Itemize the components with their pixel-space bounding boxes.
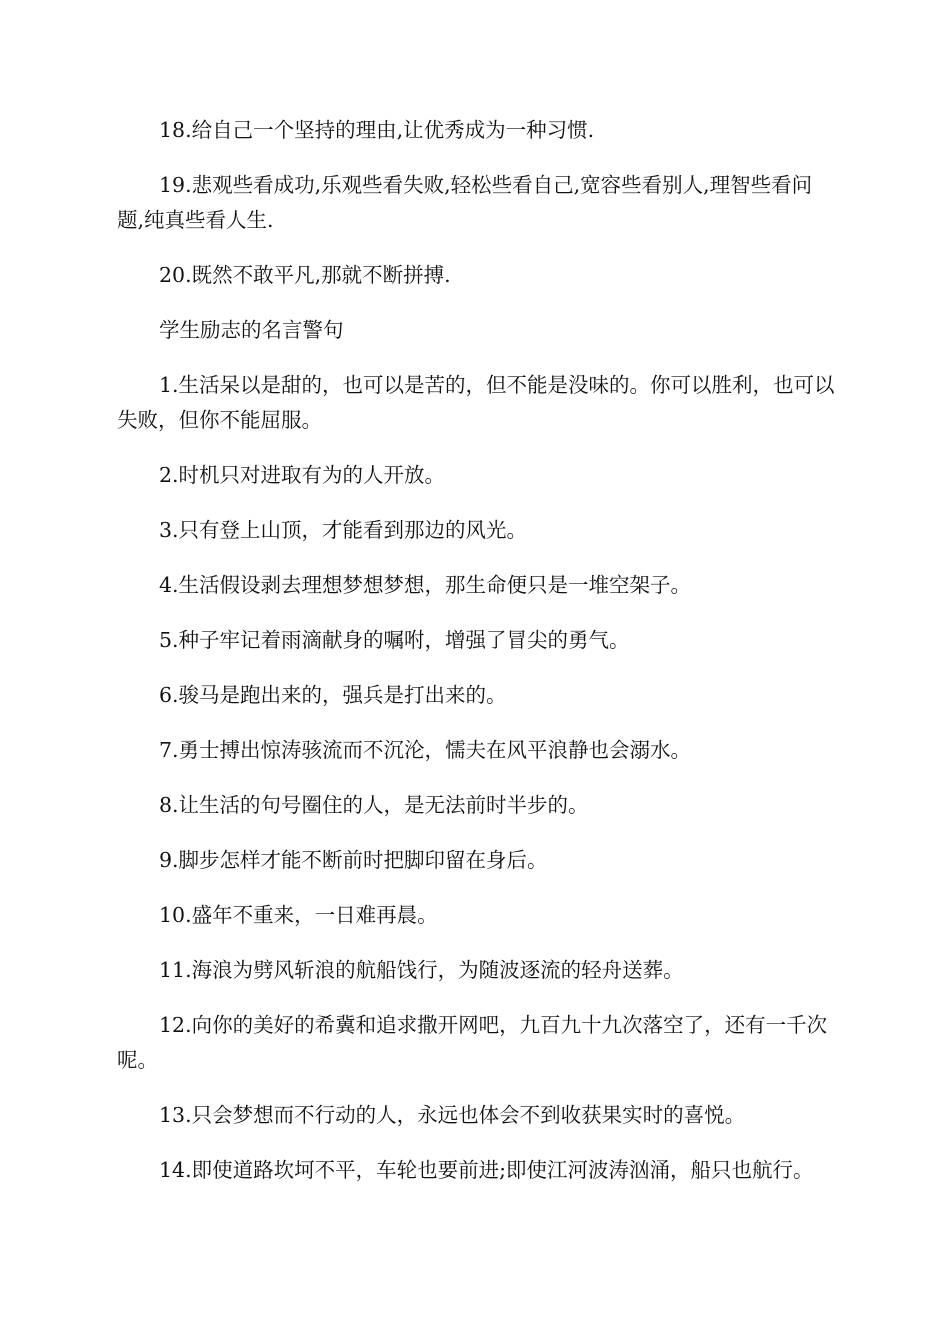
document-body bbox=[117, 113, 835, 1208]
paragraph-quote-1: 1.生活呆以是甜的，也可以是苦的，但不能是没味的。你可以胜利，也可以失败，但你不能屈服。 bbox=[117, 373, 835, 432]
section-heading: 学生励志的名言警句 bbox=[159, 318, 344, 342]
paragraph-quote-19: 19.悲观些看成功,乐观些看失败,轻松些看自己,宽容些看别人,理智些看问题,纯真些看人生. bbox=[117, 173, 813, 232]
paragraph-quote-7: 7.勇士搏出惊涛骇流而不沉沦，懦夫在风平浪静也会溺水。 bbox=[159, 738, 692, 762]
paragraph-quote-6: 6.骏马是跑出来的，强兵是打出来的。 bbox=[159, 683, 507, 707]
paragraph-quote-12: 12.向你的美好的希冀和追求撒开网吧，九百九十九次落空了，还有一千次呢。 bbox=[117, 1013, 828, 1072]
paragraph-quote-3: 3.只有登上山顶，才能看到那边的风光。 bbox=[159, 518, 528, 542]
paragraph-quote-11: 11.海浪为劈风斩浪的航船饯行，为随波逐流的轻舟送葬。 bbox=[159, 958, 684, 982]
paragraph-quote-13: 13.只会梦想而不行动的人，永远也体会不到收获果实时的喜悦。 bbox=[159, 1103, 746, 1127]
paragraph-quote-18: 18.给自己一个坚持的理由,让优秀成为一种习惯. bbox=[159, 118, 595, 142]
paragraph-quote-10: 10.盛年不重来，一日难再晨。 bbox=[159, 903, 438, 927]
paragraph-quote-9: 9.脚步怎样才能不断前时把脚印留在身后。 bbox=[159, 848, 548, 872]
paragraph-quote-14: 14.即使道路坎坷不平，车轮也要前进;即使江河波涛汹涌，船只也航行。 bbox=[159, 1158, 814, 1182]
paragraph-quote-5: 5.种子牢记着雨滴献身的嘱咐，增强了冒尖的勇气。 bbox=[159, 628, 630, 652]
paragraph-quote-2: 2.时机只对进取有为的人开放。 bbox=[159, 463, 446, 487]
paragraph-quote-4: 4.生活假设剥去理想梦想梦想，那生命便只是一堆空架子。 bbox=[159, 573, 692, 597]
paragraph-quote-8: 8.让生活的句号圈住的人，是无法前时半步的。 bbox=[159, 793, 589, 817]
paragraph-quote-20: 20.既然不敢平凡,那就不断拼搏. bbox=[159, 263, 451, 287]
